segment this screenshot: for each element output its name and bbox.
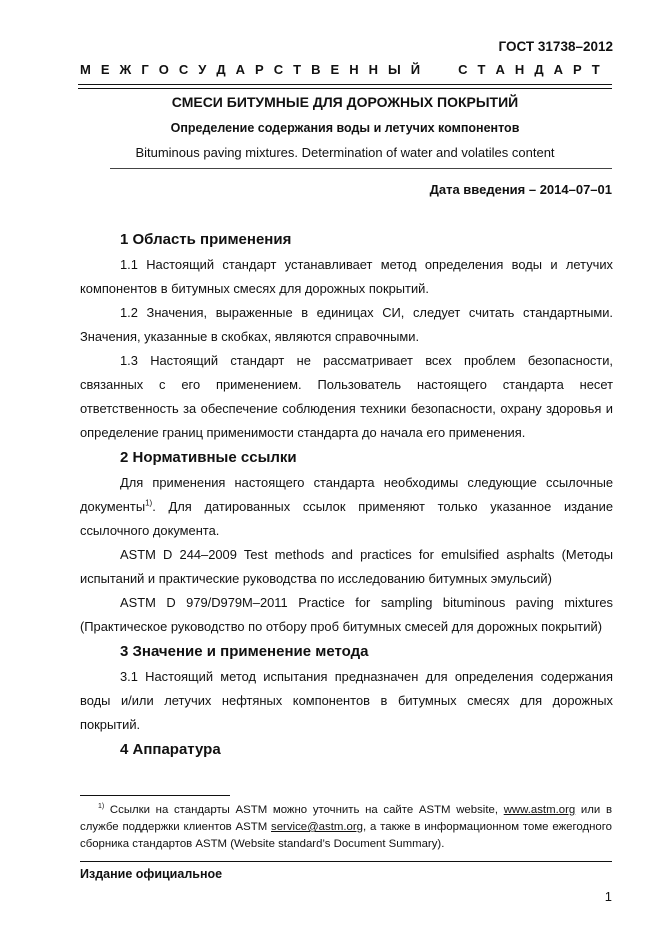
paragraph-2-intro	[80, 471, 613, 543]
banner-letter: А	[553, 62, 563, 77]
astm-website-link[interactable]: www.astm.org	[503, 804, 576, 816]
official-edition-label: Издание официальное	[80, 867, 223, 881]
banner-letter: А	[235, 62, 246, 77]
banner-letter: Н	[349, 62, 359, 77]
banner-letter: Р	[255, 62, 264, 77]
banner-letter: Е	[100, 62, 110, 77]
banner-letter: Е	[330, 62, 340, 77]
paragraph-text: . Для датированных ссылок применяют только указанное издание ссылочного документа.	[80, 499, 613, 538]
section-3-heading: 3 Значение и применение метода	[120, 643, 369, 660]
footnote-text-part: Ссылки на стандарты ASTM можно уточнить на сайте ASTM website,	[104, 804, 504, 816]
astm-service-email-link[interactable]: service@astm.org	[271, 821, 363, 833]
footnote	[80, 802, 612, 853]
page-number: 1	[604, 889, 612, 904]
banner-letter: А	[495, 62, 505, 77]
title-divider	[110, 168, 612, 169]
banner-letter: С	[273, 62, 284, 77]
banner-letter: Д	[216, 62, 226, 77]
paragraph-1-3: 1.3 Настоящий стандарт не рассматривает всех проблем безопасности, связанных с его применением. Пользователь настоящего стандарта несет ответственность за обеспечение соблюдения техники безопасности, охрану здоровья и определение границ применимости стандарта до начала его применения.	[80, 353, 613, 440]
document-body	[80, 227, 613, 763]
footer-rule	[80, 861, 612, 862]
banner-letter: Т	[591, 62, 600, 77]
banner-letter: Н	[514, 62, 525, 77]
effective-date: Дата введения – 2014–07–01	[429, 182, 612, 197]
banner-word-gap	[430, 62, 448, 77]
section-2-heading: 2 Нормативные ссылки	[120, 449, 297, 466]
interstate-standard-banner	[80, 62, 600, 77]
paragraph-1-1: 1.1 Настоящий стандарт устанавливает метод определения воды и летучих компонентов в битумных смесях для дорожных покрытий.	[80, 257, 613, 296]
banner-letter: М	[80, 62, 91, 77]
header-double-rule	[78, 84, 612, 89]
banner-letter: Ж	[119, 62, 132, 77]
document-code: ГОСТ 31738–2012	[498, 39, 613, 54]
banner-letter: В	[311, 62, 321, 77]
english-title: Bituminous paving mixtures. Determination of water and volatiles content	[135, 145, 555, 160]
paragraph-text: Для применения настоящего стандарта необходимы следующие ссылочные документы	[80, 475, 613, 514]
footnote-text-part: или в службе поддержки клиентов ASTM	[80, 804, 612, 833]
footnote-rule	[80, 795, 230, 796]
reference-astm-d979: ASTM D 979/D979M–2011 Practice for sampling bituminous paving mixtures (Практическое руководство по отбору проб битумных смесей для дорожных покрытий)	[80, 595, 613, 634]
footnote-text	[80, 802, 612, 853]
section-4-heading: 4 Аппаратура	[120, 741, 221, 758]
banner-letter: Н	[368, 62, 378, 77]
footnote-number: 1)	[98, 803, 105, 811]
banner-letter: Г	[141, 62, 149, 77]
banner-letter: О	[158, 62, 169, 77]
banner-letter: С	[458, 62, 468, 77]
banner-letter: С	[178, 62, 189, 77]
footnote-text-part: , а также в информационном томе ежегодного сборника стандартов ASTM (Website standard’s Document Summary).	[80, 821, 612, 850]
banner-letter: У	[198, 62, 207, 77]
section-1-heading: 1 Область применения	[120, 231, 292, 248]
banner-letter: Т	[477, 62, 486, 77]
banner-letter: Р	[573, 62, 582, 77]
banner-letter: Т	[293, 62, 302, 77]
document-title: СМЕСИ БИТУМНЫЕ ДЛЯ ДОРОЖНЫХ ПОКРЫТИЙ	[171, 94, 519, 110]
paragraph-3-1: 3.1 Настоящий метод испытания предназначен для определения содержания воды и/или летучих нефтяных компонентов в битумных смесях для дорожных покрытий.	[80, 669, 613, 732]
document-subtitle: Определение содержания воды и летучих компонентов	[170, 121, 520, 135]
banner-letter: Й	[410, 62, 421, 77]
reference-astm-d244: ASTM D 244–2009 Test methods and practices for emulsified asphalts (Методы испытаний и практические руководства по исследованию битумных эмульсий)	[80, 547, 613, 586]
banner-letter: Д	[534, 62, 544, 77]
footnote-marker[interactable]: 1)	[145, 498, 153, 508]
banner-letter: Ы	[388, 62, 401, 77]
paragraph-1-2: 1.2 Значения, выраженные в единицах СИ, следует считать стандартными. Значения, указанные в скобках, являются справочными.	[80, 305, 613, 344]
